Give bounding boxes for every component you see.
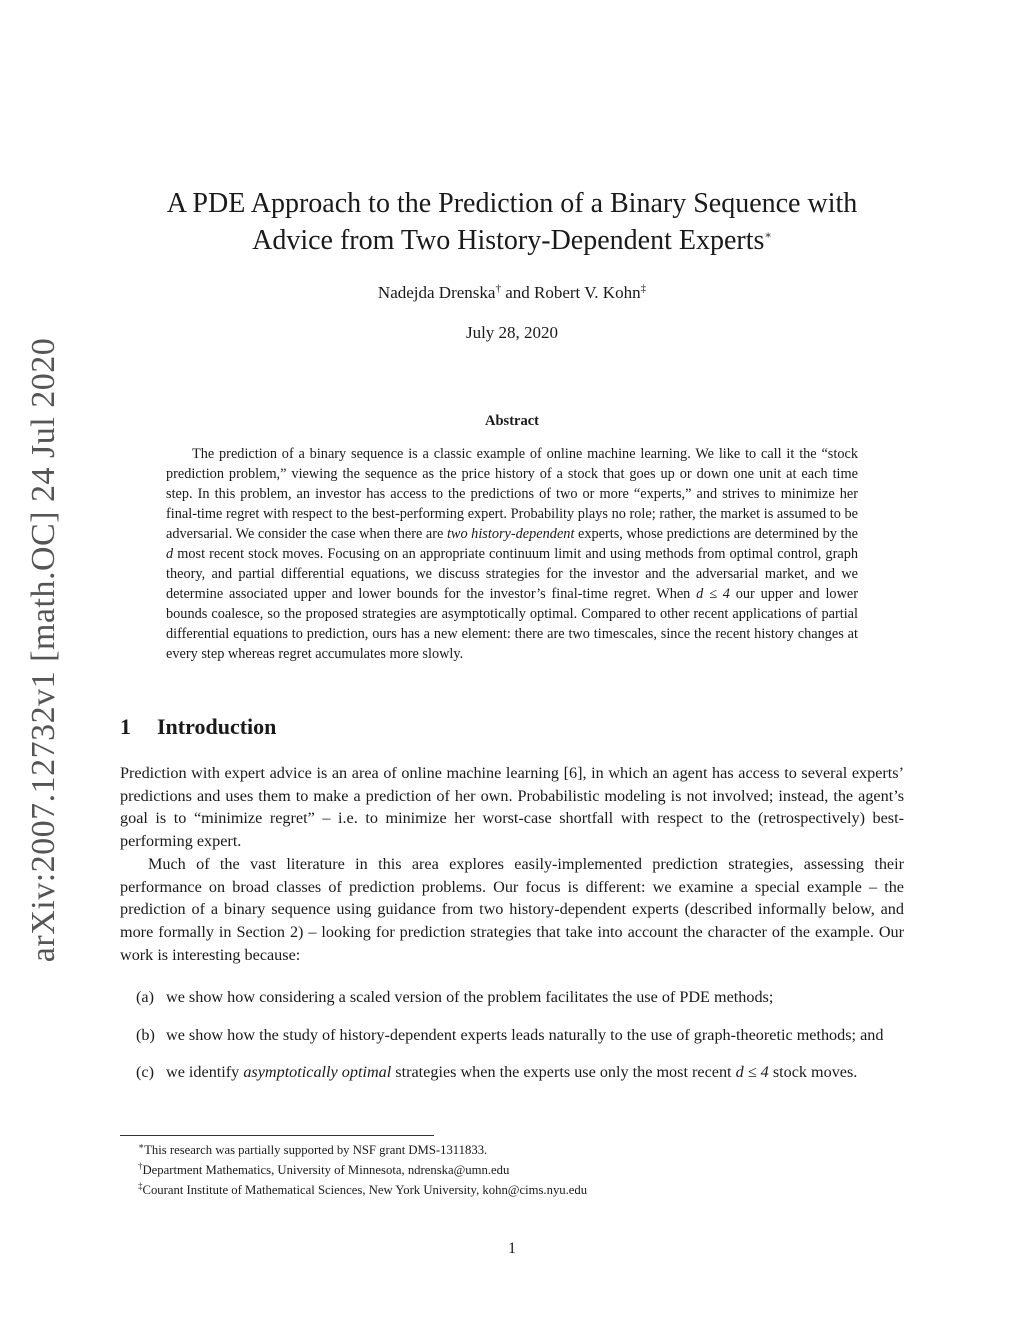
footnote-3-mark: ‡ xyxy=(138,1180,143,1191)
footnote-2 xyxy=(138,1160,587,1180)
abstract-body xyxy=(166,444,858,664)
footnotes xyxy=(138,1140,587,1200)
list-item-c-text-2: strategies when the experts use only the most recent xyxy=(391,1063,736,1082)
list-item-c-emphasis: asymptotically optimal xyxy=(243,1063,392,1082)
author-list xyxy=(120,283,904,303)
author-2: Robert V. Kohn xyxy=(534,283,641,302)
footnote-1 xyxy=(138,1140,587,1160)
author-1-mark: † xyxy=(495,282,501,295)
list-item-c-text-1: we identify xyxy=(166,1063,244,1082)
abstract-emphasis: two history-dependent xyxy=(446,526,575,542)
abstract-heading: Abstract xyxy=(485,413,539,429)
abstract-text-3: most recent stock moves. Focusing on an appropriate continuum limit and using methods from optimal control, graph theory, and partial differential equations, we discuss strategies for the investor and the adversarial market, and we determine associated upper and lower bounds for the investor’s final-time regret. When xyxy=(166,546,858,602)
intro-paragraph-1: Prediction with expert advice is an area of online machine learning [6], in which an agent has access to several experts’ predictions and uses them to make a prediction of her own. Probabilistic modeling is not involved; instead, the agent’s goal is to “minimize regret” – i.e. to minimize her worst-case shortfall with respect to the (retrospectively) best-performing expert. xyxy=(120,764,904,851)
list-item xyxy=(120,1024,904,1047)
list-marker-c: (c) xyxy=(136,1063,154,1082)
paper-date: July 28, 2020 xyxy=(465,323,559,342)
list-item-b-text: we show how the study of history-dependent experts leads naturally to the use of graph-theoretic methods; and xyxy=(166,1025,884,1044)
section-title: Introduction xyxy=(157,714,277,739)
author-1: Nadejda Drenska xyxy=(377,283,496,302)
section-number: 1 xyxy=(120,714,131,739)
footnote-divider xyxy=(120,1135,434,1136)
abstract-text-2: experts, whose predictions are determined by the xyxy=(574,526,858,542)
abstract-variable-d: d xyxy=(166,546,174,562)
author-2-mark: ‡ xyxy=(640,282,647,295)
abstract-text-1: The prediction of a binary sequence is a classic example of online machine learning. We like to call it the “stock prediction problem,” viewing the sequence as the price history of a stock that goes up or down one unit at each time step. In this problem, an investor has access to the predictions of two or more “experts,” and strives to minimize her final-time regret with respect to the best-performing expert. Probability plays no role; rather, the market is assumed to be adversarial. We consider the case when there are xyxy=(166,446,858,542)
title-line-2-text: Advice from Two History-Dependent Experts xyxy=(252,225,765,256)
title-footnote-mark: ∗ xyxy=(764,229,772,242)
footnote-1-text: This research was partially supported by NSF grant DMS-1311833. xyxy=(144,1143,488,1157)
footnote-2-mark: † xyxy=(138,1160,143,1171)
list-item-a-text: we show how considering a scaled version of the problem facilitates the use of PDE methods; xyxy=(166,988,774,1006)
contribution-list xyxy=(120,986,904,1099)
arxiv-identifier xyxy=(14,337,74,963)
list-item-c-math: d ≤ 4 xyxy=(735,1063,769,1082)
list-item-c-text-3: stock moves. xyxy=(768,1063,858,1082)
intro-paragraph-2: Much of the vast literature in this area explores easily-implemented prediction strategies, assessing their performance on broad classes of prediction problems. Our focus is different: we examine a special example – the prediction of a binary sequence using guidance from two history-dependent experts (described informally below, and more formally in Section 2) – looking for prediction strategies that take into account the character of the example. Our work is interesting because: xyxy=(120,855,904,964)
list-marker-a: (a) xyxy=(136,988,154,1006)
footnote-3 xyxy=(138,1180,587,1200)
list-marker-b: (b) xyxy=(136,1025,155,1044)
section-heading xyxy=(120,714,276,740)
title-line-1: A PDE Approach to the Prediction of a Binary Sequence with xyxy=(166,188,858,219)
paper-title xyxy=(120,185,904,259)
author-conjunction: and xyxy=(500,283,534,302)
list-item xyxy=(120,986,904,1009)
footnote-1-mark: ∗ xyxy=(138,1140,145,1151)
footnote-3-text: Courant Institute of Mathematical Sciences, New York University, kohn@cims.nyu.edu xyxy=(142,1183,588,1197)
title-line-2 xyxy=(120,222,904,259)
abstract-text-4: our upper and lower bounds coalesce, so the proposed strategies are asymptotically optimal. Compared to other recent applications of partial differential equations to prediction, ours has a new element: there are two timescales, since the recent history changes at every step whereas regret accumulates more slowly. xyxy=(166,586,858,662)
list-item xyxy=(120,1061,904,1084)
page-number: 1 xyxy=(508,1240,516,1257)
arxiv-identifier-text: arXiv:2007.12732v1 [math.OC] 24 Jul 2020 xyxy=(25,337,62,963)
abstract-math-bound: d ≤ 4 xyxy=(696,586,730,602)
footnote-2-text: Department Mathematics, University of Minnesota, ndrenska@umn.edu xyxy=(142,1163,510,1177)
